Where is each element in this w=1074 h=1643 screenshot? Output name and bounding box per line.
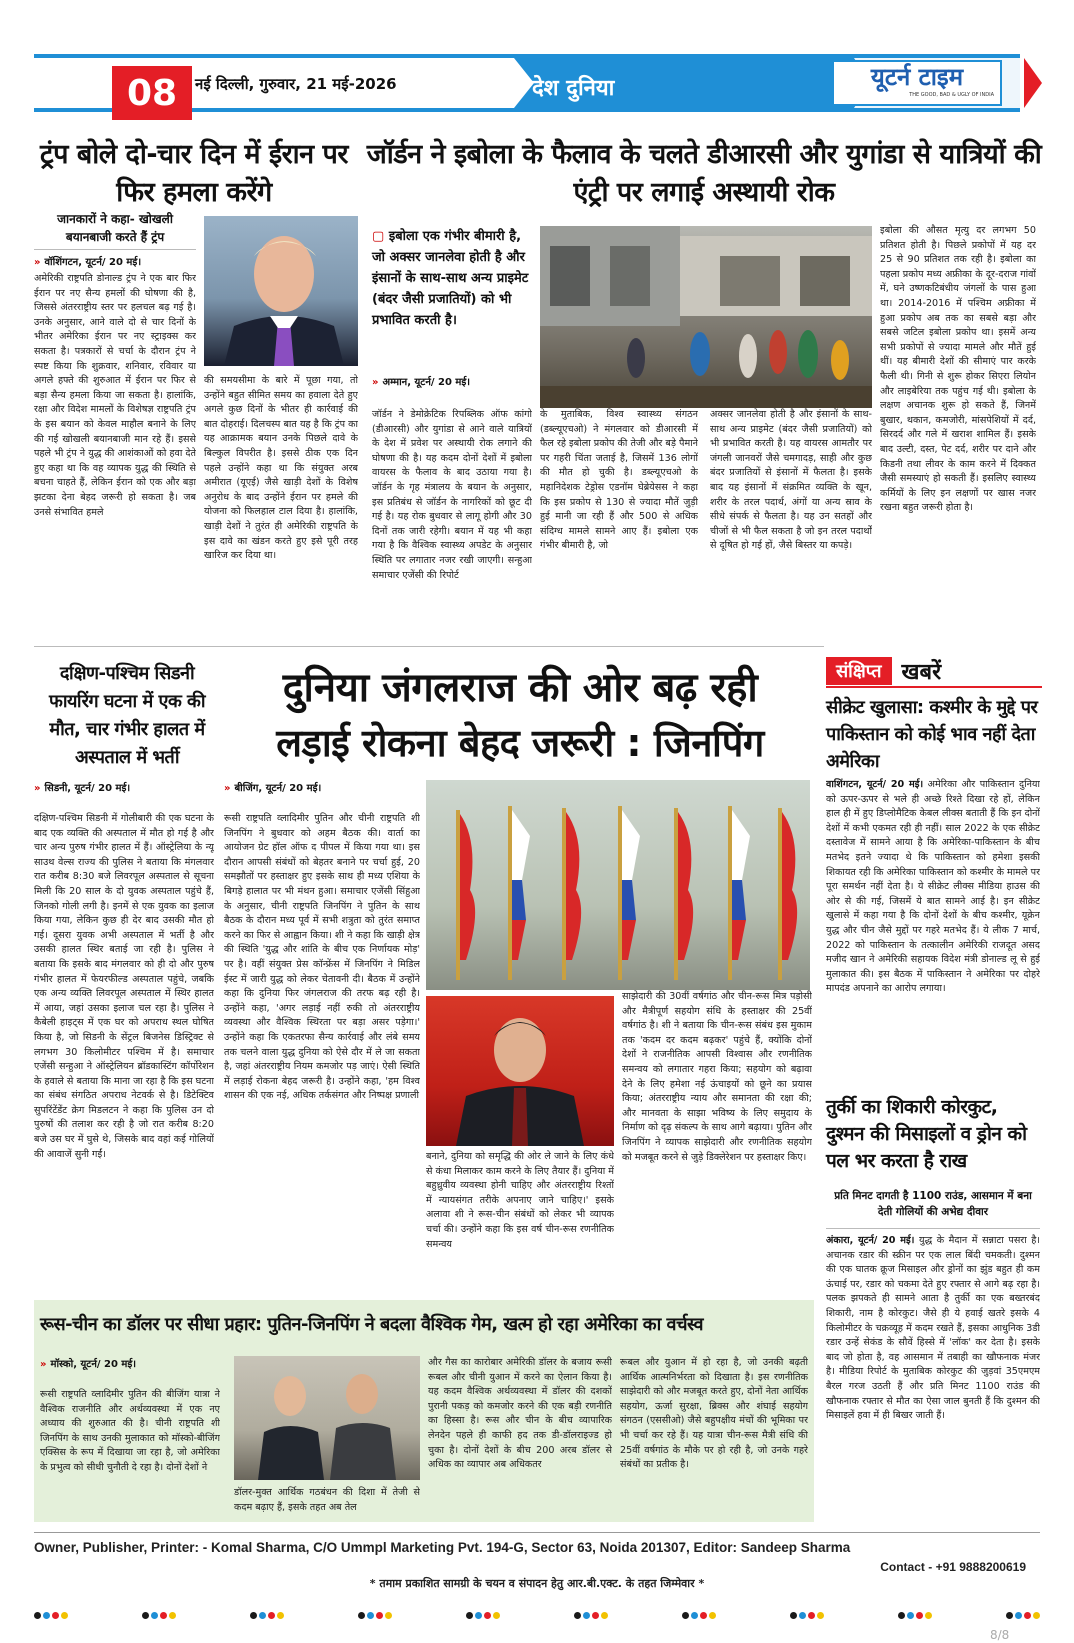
- story3-dateline: » सिडनी, यूटर्न/ 20 मई।: [34, 783, 131, 794]
- color-dot-strip: [34, 1608, 1040, 1622]
- page-indicator: 8/8: [990, 1628, 1010, 1642]
- person-silhouette-icon: [204, 216, 358, 366]
- color-dots-icon: [466, 1612, 500, 1619]
- brief2-body: अंकारा, यूटर्न/ 20 मई। युद्ध के मैदान में सन्नाटा पसरा है। अचानक रडार की स्क्रीन पर एक लाल बिंदी चमकती। दुश्मन की एक घातक क्रूज मिसाइल और ड्रोनों का झुंड बहुत ही कम ऊंचाई पर, रडार को चकमा देते हुए रफ्तार से आगे बढ़ रहा है। पलक झपकते ही सामने आता है तुर्की का एक बख्तरबंद शिकारी, नाम है कोरकुट। जैसे ही ये हवाई खतरे इसके 4 किलोमीटर के चक्रव्यूह में कदम रखते हैं, इसका आधुनिक 3डी रडार उन्हें सेकंड के सौवें हिस्से में 'लॉक' कर देता है। इसके बाद जो होता है, वह आसमान में तबाही का खौफनाक मंजर है। मीडिया रिपोर्ट के मुताबिक कोरकुट की जुड़वां 35एमएम बैरल गरज उठती हैं और प्रति मिनट 1100 राउंड की खौफनाक रफ्तार से मौत का ऐसा जाल बुनती हैं कि दुश्मन की मिसाइलें हवा में ही बिखर जाती हैं।: [826, 1235, 1040, 1422]
- story4-headline-line2: लड़ाई रोकना बेहद जरूरी : जिनपिंग: [276, 721, 764, 765]
- flags-scene: [426, 780, 810, 990]
- brief2-headline: तुर्की का शिकारी कोरकुट, दुश्मन की मिसाइलों व ड्रोन को पल भर करता है राख: [826, 1096, 1027, 1172]
- color-dots-icon: [142, 1612, 176, 1619]
- story2-col1: जॉर्डन ने डेमोक्रेटिक रिपब्लिक ऑफ कांगो (डीआरसी) और युगांडा से आने वाले यात्रियों के देश में प्रवेश पर अस्थायी रोक लगाने की घोषणा की है। यह कदम दोनों देशों में इबोला वायरस के फैलाव के बाद उठाया गया है। जॉर्डन के गृह मंत्रालय के बयान के अनुसार, इस प्रतिबंध से जॉर्डन के नागरिकों को छूट दी गई है। यह रोक बुधवार से लागू होगी और 30 दिनों तक जारी रहेगी। बयान में यह भी कहा गया है कि वैश्विक स्वास्थ्य अपडेट के अनुसार स्थिति पर लगातार नजर रखी जाएगी। सन्हुआ समाचार एजेंसी की रिपोर्ट: [372, 409, 532, 581]
- story2-dateline: » अम्मान, यूटर्न/ 20 मई।: [372, 377, 471, 388]
- story5-dateline: » मॉस्को, यूटर्न/ 20 मई।: [40, 1359, 137, 1370]
- street-market-scene: [540, 226, 872, 408]
- story5-col2: डॉलर-मुक्त आर्थिक गठबंधन की दिशा में तेजी से कदम बढ़ाए हैं, इसके तहत अब तेल: [234, 1487, 420, 1513]
- story5-col4: रूबल और युआन में हो रहा है, जो उनकी बढ़ती आर्थिक आत्मनिर्भरता को दिखाता है। इस रणनीतिक साझेदारी को और मजबूत करते हुए, दोनों नेता आर्थिक सहयोग, ऊर्जा सुरक्षा, ब्रिक्स और शंघाई सहयोग संगठन (एससीओ) जैसे बहुपक्षीय मंचों की भूमिका पर भी चर्चा कर रहे हैं। यह यात्रा चीन-रूस मैत्री संधि की 25वीं वर्षगांठ के मौके पर हो रही है, जो उनके गहरे संबंधों का प्रतीक है।: [620, 1357, 808, 1471]
- story4-col2: बनाने, दुनिया को समृद्धि की ओर ले जाने के लिए कंधे से कंधा मिलाकर काम करने के लिए तैयार हैं। दुनिया में बहुध्रुवीय व्यवस्था होनी चाहिए और अंतरराष्ट्रीय रिश्तों में न्यायसंगत तरीके अपनाए जाने चाहिए।' इसके अलावा शी ने रूस-चीन संबंधों को लेकर भी व्यापक चर्चा की। उन्होंने कहा कि इस वर्ष चीन-रूस रणनीतिक समन्वय: [426, 1151, 614, 1250]
- story1-headline: ट्रंप बोले दो-चार दिन में ईरान पर फिर हमला करेंगे: [40, 139, 348, 208]
- story1-dateline: » वॉशिंगटन, यूटर्न/ 20 मई।: [34, 257, 142, 268]
- brief1-dateline: वाशिंगटन, यूटर्न/ 20 मई।: [826, 779, 924, 790]
- flags-photo: [426, 780, 810, 990]
- color-dots-icon: [250, 1612, 284, 1619]
- story2-pullquote: ▢ इबोला एक गंभीर बीमारी है, जो अक्सर जानलेवा होती है और इंसानों के साथ-साथ अन्य प्राइमेट (बंदर जैसी प्रजातियों) को भी प्रभावित करती है।: [372, 229, 529, 328]
- brand-name: यूटर्न टाइम: [870, 63, 964, 91]
- story4-dateline: » बीजिंग, यूटर्न/ 20 मई।: [224, 783, 322, 794]
- person-silhouette-icon: [426, 996, 614, 1146]
- footer-imprint: Owner, Publisher, Printer: - Komal Sharma, C/O Ummpl Marketing Pvt. 194-G, Sector 63, Noida 201307, Editor: Sandeep Sharma: [34, 1540, 851, 1555]
- dateline: नई दिल्ली, गुरुवार, 21 मई-2026: [195, 75, 397, 93]
- color-dots-icon: [682, 1612, 716, 1619]
- story5-col1: रूसी राष्ट्रपति व्लादिमीर पुतिन की बीजिंग यात्रा ने वैश्विक राजनीति और अर्थव्यवस्था में एक नए अध्याय की शुरुआत की है। चीनी राष्ट्रपति शी जिनपिंग के साथ उनकी मुलाकात को मॉस्को-बीजिंग एक्सिस के रूप में दिखाया जा रहा है, जो अमेरिका के प्रभुत्व को सीधी चुनौती दे रहा है। दोनों देशों ने: [40, 1389, 220, 1473]
- putin-xi-photo: [234, 1356, 420, 1480]
- sidebar-label-red: संक्षिप्त: [826, 657, 892, 685]
- color-dots-icon: [34, 1612, 68, 1619]
- divider: [34, 1532, 1040, 1533]
- story4-col1: रूसी राष्ट्रपति व्लादिमीर पुतिन और चीनी राष्ट्रपति शी जिनपिंग ने बुधवार को अहम बैठक की। वार्ता का आयोजन ग्रेट हॉल ऑफ द पीपल में किया गया था। इस दौरान आपसी संबंधों को बेहतर बनाने पर चर्चा हुई, 20 समझौतों पर हस्ताक्षर हुए इसके साथ ही मध्य एशिया के बिगड़े हालात पर भी मंथन हुआ। समाचार एजेंसी सिंहुआ के अनुसार, चीनी राष्ट्रपति जिनपिंग ने पुतिन के साथ बैठक के दौरान मध्य पूर्व में सभी शत्रुता को तुरंत समाप्त करने का फिर से आह्वान किया। शी ने कहा कि खाड़ी क्षेत्र की स्थिति 'युद्ध और शांति के बीच एक निर्णायक मोड़' पर है। वहीं संयुक्त प्रेस कॉन्फ्रेंस में जिनपिंग ने मिडिल ईस्ट में जारी युद्ध को लेकर चेतावनी दी। बैठक में उन्होंने कहा कि दुनिया फिर जंगलराज की तरफ बढ़ रही है। उन्होंने कहा, 'अगर लड़ाई नहीं रुकी तो अंतरराष्ट्रीय व्यवस्था और वैश्विक स्थिरता पर बड़ा असर पड़ेगा।' उन्होंने कहा कि एकतरफा सैन्य कार्रवाई और लंबे समय तक चलने वाला युद्ध दुनिया को ऐसे दौर में ले जा सकता है, जहां अंतरराष्ट्रीय नियम कमजोर पड़ जाएं। ऐसी स्थिति में लड़ाई रोकना बेहद जरूरी है। उन्होंने कहा, 'हम विश्व शासन की एक नई, अधिक तर्कसंगत और निष्पक्ष प्रणाली: [224, 813, 420, 1102]
- story1-col1: अमेरिकी राष्ट्रपति डोनाल्ड ट्रंप ने एक बार फिर ईरान पर नए सैन्य हमलों की घोषणा की है, जिससे अंतरराष्ट्रीय स्तर पर हलचल बढ़ गई है। उनके अनुसार, आने वाले दो से चार दिनों के भीतर अमेरिका ईरान पर नए स्ट्राइक्स कर सकता है। पत्रकारों से चर्चा के दौरान ट्रंप ने स्पष्ट किया कि शुक्रवार, शनिवार, रविवार या अगले हफ्ते की शुरुआत में ईरान पर फिर से बड़ा सैन्य हमला किया जा सकता है। हालांकि, रक्षा और विदेश मामलों के विशेषज्ञ राष्ट्रपति ट्रंप के इस बयान को केवल माहौल बनाने के लिए की गई खोखली बयानबाजी मान रहे हैं। इससे पहले भी ट्रंप ने युद्ध की आशंकाओं को हवा देते हुए कहा था कि वह व्यापक युद्ध की स्थिति से बचना चाहते हैं, लेकिन ईरान को एक और बड़ा झटका देना बेहद जरूरी हो सकता है। जब उनसे संभावित हमले: [34, 273, 196, 518]
- brand-tagline: THE GOOD, BAD & UGLY OF INDIA: [909, 92, 994, 98]
- brief2-dateline: अंकारा, यूटर्न/ 20 मई।: [826, 1235, 915, 1246]
- jinping-photo: [426, 996, 614, 1146]
- story2-col4: इबोला की औसत मृत्यु दर लगभग 50 प्रतिशत होती है। पिछले प्रकोपों में यह दर 25 से 90 प्रतिशत तक रही है। इबोला का पहला प्रकोप मध्य अफ्रीका के दूर-दराज गांवों में, घने उष्णकटिबंधीय जंगलों के पास हुआ था। 2014-2016 में पश्चिम अफ्रीका में हुआ प्रकोप अब तक का सबसे बड़ा और सबसे जटिल इबोला प्रकोप था। इसमें अन्य सभी प्रकोपों से ज्यादा मामले और मौतें हुई थीं। यह बीमारी देशों की सीमाएं पार करके फैली थी। गिनी से शुरू होकर सिएरा लियोन और लाइबेरिया तक पहुंच गई थी। इबोला के लक्षण अचानक शुरू हो सकते हैं, जिनमें बुखार, थकान, कमजोरी, मांसपेशियों में दर्द, सिरदर्द और गले में खराश शामिल हैं। इसके बाद उल्टी, दस्त, पेट दर्द, शरीर पर दाने और किडनी तथा लीवर के काम करने में दिक्कत जैसी समस्याएं हो सकती हैं। इसलिए स्वास्थ्य कर्मियों के लिए इन लक्षणों पर खास नजर रखना बहुत जरूरी होता है।: [880, 225, 1036, 514]
- story4-headline-line1: दुनिया जंगलराज की ओर बढ़ रही: [282, 665, 758, 711]
- story5-headline: रूस-चीन का डॉलर पर सीधा प्रहार: पुतिन-जिनपिंग ने बदला वैश्विक गेम, खत्म हो रहा अमेरिका का वर्चस्व: [40, 1314, 704, 1335]
- story2-col3: अक्सर जानलेवा होती है और इंसानों के साथ-साथ अन्य प्राइमेट (बंदर जैसी प्रजातियों) को भी प्रभावित करती है। यह वायरस आमतौर पर जंगली जानवरों जैसे चमगादड़, साही और कुछ बंदर प्रजातियों से इंसानों में फैलता है। इसके बाद यह इंसानों में संक्रमित व्यक्ति के खून, शरीर के तरल पदार्थ, अंगों या अन्य स्राव के सीधे संपर्क से फैलता है। यह उन सतहों और चीजों से भी फैल सकता है जो इन तरल पदार्थों से दूषित हो गई हों, जैसे बिस्तर या कपड़े।: [710, 409, 872, 552]
- brand-logo: [832, 60, 1002, 106]
- story4-col3: साझेदारी की 30वीं वर्षगांठ और चीन-रूस मित्र पड़ोसी और मैत्रीपूर्ण सहयोग संधि के हस्ताक्षर की 25वीं वर्षगांठ है। शी ने बताया कि चीन-रूस संबंध इस मुकाम तक 'कदम दर कदम बढ़कर' पहुंचे हैं, क्योंकि दोनों देशों ने राजनीतिक आपसी विश्वास और रणनीतिक समन्वय को लगातार गहरा किया; सहयोग को बढ़ावा देने के लिए हमेशा नई ऊंचाइयों को छूने का प्रयास किया; अंतरराष्ट्रीय न्याय और समानता की रक्षा की; और मानवता के साझा भविष्य के लिए समुदाय के निर्माण को दृढ़ संकल्प के साथ आगे बढ़ाया। पुतिन और जिनपिंग ने व्यापक साझेदारी और रणनीतिक सहयोग को मजबूत करने से जुड़े डिक्लेरेशन पर हस्ताक्षर किए।: [622, 991, 812, 1163]
- story2-headline: जॉर्डन ने इबोला के फैलाव के चलते डीआरसी और युगांडा से यात्रियों की एंट्री पर लगाई अस्थायी रोक: [366, 139, 1042, 208]
- footer-contact: Contact - +91 9888200619: [880, 1560, 1026, 1574]
- divider: [826, 1228, 1040, 1229]
- brief2-subhead: प्रति मिनट दागती है 1100 राउंड, आसमान में बना देती गोलियों की अभेद्य दीवार: [834, 1190, 1032, 1218]
- color-dots-icon: [1006, 1612, 1040, 1619]
- divider: [34, 646, 824, 647]
- color-dots-icon: [358, 1612, 392, 1619]
- story1-col2: की समयसीमा के बारे में पूछा गया, तो उन्होंने बहुत सीमित समय का हवाला देते हुए अगले कुछ दिनों के भीतर ही कार्रवाई की बात दोहराई। दिलचस्प बात यह है कि ट्रंप का यह आक्रामक बयान उनके पिछले दावे के बिल्कुल विपरीत है। इससे ठीक एक दिन पहले उन्होंने कहा था कि संयुक्त अरब अमीरात (यूएई) जैसे खाड़ी देशों के विशेष अनुरोध के बाद उन्होंने ईरान पर हमले की योजना को फिलहाल टाल दिया है। हालांकि, खाड़ी देशों ने तुरंत ही अमेरिकी राष्ट्रपति के इस दावे का खंडन करते हुए इसे पूरी तरह खारिज कर दिया था।: [204, 375, 358, 562]
- trump-photo: [204, 216, 358, 366]
- page-number: 08: [112, 66, 192, 120]
- brief1-body: वाशिंगटन, यूटर्न/ 20 मई। अमेरिका और पाकिस्तान दुनिया को ऊपर-ऊपर से भले ही अच्छे रिश्ते दिखा रहे हों, लेकिन हाल ही में हुए डिप्लोमैटिक केबल लीक्स बताती हैं कि इन दोनों देशों में कभी एकमत रही ही नहीं। साल 2022 के एक सीक्रेट दस्तावेज में सामने आया है कि अमेरिका-पाकिस्तान के बीच मतभेद इतने ज्यादा थे कि पाकिस्तान को हमेशा इसकी शिकायत रही कि अमेरिका पाकिस्तान को कश्मीर के मामले पर पूरा समर्थन नहीं देता है। ये सीक्रेट लीक्स मीडिया हाउस की ओर से की गई, जिसमें ये बात सामने आई है। इन सीक्रेट खुलासे में कहा गया है कि दोनों देशों के बीच कश्मीर, यूक्रेन युद्ध और चीन जैसे मुद्दों पर गहरे मतभेद हैं। ये लीक 7 मार्च, 2022 को पाकिस्तान के तत्कालीन अमेरिकी राजदूत असद मजीद खान ने अमेरिकी सहायक विदेश मंत्री डोनाल्ड लू से हुई मुलाकात की। इस बैठक में पाकिस्तान ने अमेरिका पर दोहरे मापदंड अपनाने का आरोप लगाया।: [826, 779, 1040, 995]
- color-dots-icon: [574, 1612, 608, 1619]
- pullquote-box-icon: ▢: [372, 229, 389, 244]
- story1-subhead: जानकारों ने कहा- खोखली बयानबाजी करते हैं ट्रंप: [34, 210, 196, 250]
- sidebar-label-black: खबरें: [901, 660, 942, 685]
- story5-col3: और गैस का कारोबार अमेरिकी डॉलर के बजाय रूसी रूबल और चीनी युआन में करने का ऐलान किया है। यह कदम वैश्विक अर्थव्यवस्था में डॉलर की दशकों पुरानी पकड़ को कमजोर करने की एक बड़ी रणनीति का हिस्सा है। रूस और चीन के बीच व्यापारिक लेनदेन पहले ही काफी हद तक डी-डॉलराइज्ड हो चुका है। दोनों देशों के बीच 200 अरब डॉलर से अधिक का व्यापार अब अधिकतर: [428, 1357, 612, 1471]
- color-dots-icon: [898, 1612, 932, 1619]
- story3-body: दक्षिण-पश्चिम सिडनी में गोलीबारी की एक घटना के बाद एक व्यक्ति की अस्पताल में मौत हो गई है और चार अन्य पुरुष गंभीर हालत में हैं। ऑस्ट्रेलिया के न्यू साउथ वेल्स राज्य की पुलिस ने बताया कि मंगलवार रात करीब 8:30 बजे लिवरपूल अस्पताल से सूचना मिली कि 20 साल के दो युवक अस्पताल पहुंचे हैं, जिनको गोली लगी है। इनमें से एक युवक का इलाज किया गया, लेकिन कुछ ही देर बाद उसकी मौत हो गई। दूसरा युवक अभी अस्पताल में भर्ती है और उसकी हालत स्थिर बताई जा रही है। पुलिस ने बताया कि इसके बाद मंगलवार को ही दो और पुरुष गंभीर हालत में फेयरफील्ड अस्पताल पहुंचे, जबकि एक अन्य व्यक्ति लिवरपूल अस्पताल में स्थिर हालत में आया, जहां उसका इलाज चल रहा है। पुलिस ने कैबेली हाइट्स में एक घर को अपराध स्थल घोषित किया है, जो सिडनी के सेंट्रल बिजनेस डिस्ट्रिक्ट से लगभग 30 किलोमीटर पश्चिम में है। समाचार एजेंसी सन्हुआ ने ऑस्ट्रेलियन ब्रॉडकास्टिंग कॉर्पोरेशन के हवाले से बताया कि माना जा रहा है कि इस घटना का संबंध संगठित अपराध नेटवर्क से है। डिटेक्टिव सुपरिंटेंडेंट क्रेग मिडलटन ने कहा कि पुलिस उन दो पुरुषों की तलाश कर रही है जो रात करीब 8:20 बजे उस घर में घुसे थे, जिसके बाद वहां कई गोलियों की आवाजें सुनी गईं।: [34, 813, 214, 1160]
- footer-disclaimer: * तमाम प्रकाशित सामग्री के चयन व संपादन हेतु आर.बी.एक्ट. के तहत जिम्मेवार *: [369, 1577, 705, 1590]
- color-dots-icon: [790, 1612, 824, 1619]
- story2-col2: के मुताबिक, विश्व स्वास्थ्य संगठन (डब्ल्यूएचओ) ने मंगलवार को डीआरसी में फैल रहे इबोला प्रकोप की तेजी और बड़े पैमाने पर गहरी चिंता जताई है, जिसमें 136 लोगों की मौत हो चुकी है। डब्ल्यूएचओ के महानिदेशक टेड्रोस एडनॉम घेब्रेयेसस ने कहा कि इस प्रकोप से 130 से ज्यादा मौतें जुड़ी हुई मानी जा रही हैं और 500 से अधिक संदिग्ध मामले सामने आए हैं। इबोला एक गंभीर बीमारी है, जो: [540, 409, 698, 552]
- sidebar-label: [826, 656, 1042, 688]
- brief1-headline: सीक्रेट खुलासा: कश्मीर के मुद्दे पर पाकिस्तान को कोई भाव नहीं देता अमेरिका: [826, 697, 1038, 772]
- section-title: देश दुनिया: [532, 76, 615, 101]
- story3-headline: दक्षिण-पश्चिम सिडनी फायरिंग घटना में एक की मौत, चार गंभीर हालत में अस्पताल में भर्ती: [48, 663, 206, 768]
- two-people-scene: [234, 1356, 420, 1480]
- market-photo: [540, 226, 872, 408]
